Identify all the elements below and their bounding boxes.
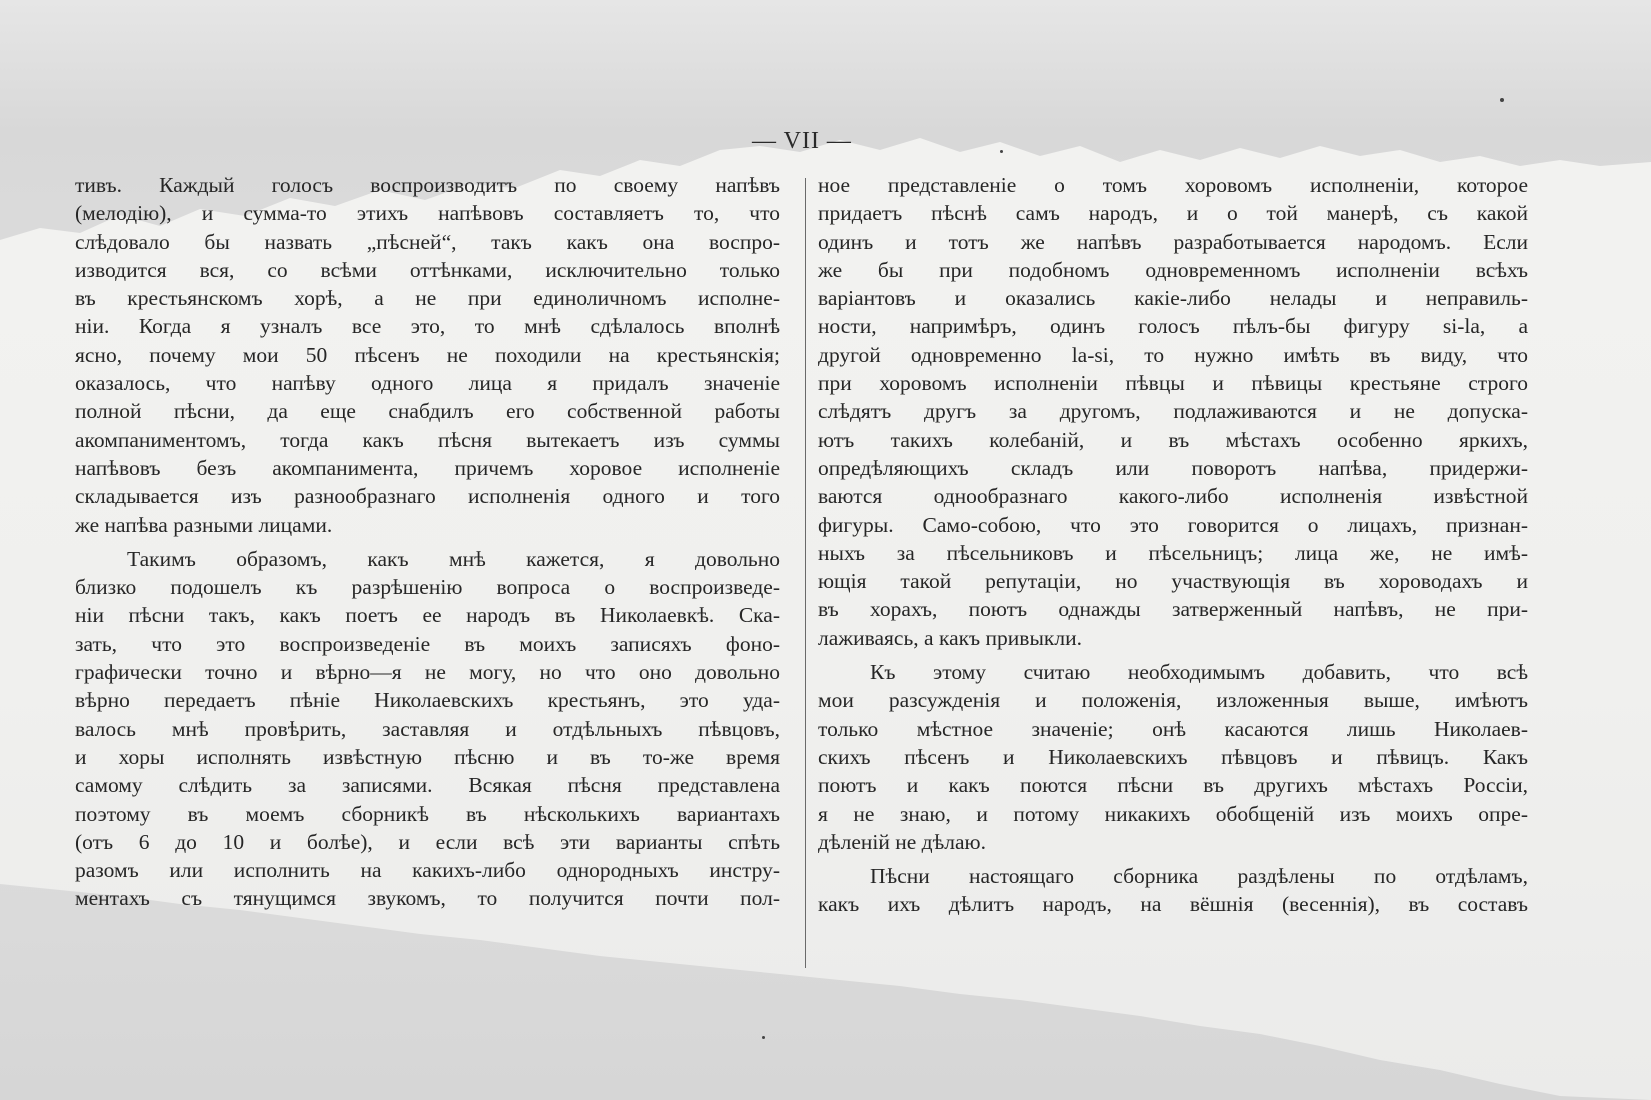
column-divider xyxy=(805,178,806,968)
text-line: оказалось, что напѣву одного лица я придалъ значеніе xyxy=(75,371,780,396)
text-line: лаживаясь, а какъ привыкли. xyxy=(818,625,1082,650)
text-line: другой одновременно la-si, то нужно имѣть въ виду, что xyxy=(818,342,1528,367)
text-line: изводится вся, со всѣми оттѣнками, исключительно только xyxy=(75,257,780,282)
text-line: поютъ и какъ поются пѣсни въ другихъ мѣстахъ Россіи, xyxy=(818,773,1528,798)
text-line: варіантовъ и оказались какіе-либо нелады и неправиль- xyxy=(818,286,1528,311)
text-line: самому слѣдить за записями. Всякая пѣсня представлена xyxy=(75,773,780,798)
text-line: ваются однообразнаго какого-либо исполненія извѣстной xyxy=(818,484,1528,509)
text-line: и хоры исполнять извѣстную пѣсню и въ то-же время xyxy=(75,744,780,769)
text-line: опредѣляющихъ складъ или поворотъ напѣва, придержи- xyxy=(818,455,1528,480)
text-line: напѣвовъ безъ акомпанимента, причемъ хоровое исполненіе xyxy=(75,455,780,480)
text-line: полной пѣсни, да еще снабдилъ его собственной работы xyxy=(75,399,780,424)
text-line: разомъ или исполнить на какихъ-либо однородныхъ инстру- xyxy=(75,858,780,883)
text-line: графически точно и вѣрно—я не могу, но что оно довольно xyxy=(75,660,780,685)
text-line: ніи пѣсни такъ, какъ поетъ ее народъ въ Николаевкѣ. Ска- xyxy=(75,603,780,628)
text-line: мои разсужденія и положенія, изложенныя выше, имѣютъ xyxy=(818,688,1528,713)
text-line: ныхъ за пѣсельниковъ и пѣсельницъ; лица же, не имѣ- xyxy=(818,540,1528,565)
ink-speck xyxy=(1000,150,1003,153)
text-line: ности, напримѣръ, одинъ голосъ пѣлъ-бы фигуру si-la, а xyxy=(818,314,1528,339)
text-line: ніи. Когда я узналъ все это, то мнѣ сдѣлалось вполнѣ xyxy=(75,314,780,339)
text-line: ясно, почему мои 50 пѣсенъ не походили на крестьянскія; xyxy=(75,342,780,367)
text-line: я не знаю, и потому никакихъ обобщеній изъ моихъ опре- xyxy=(818,801,1528,826)
text-line: только мѣстное значеніе; онѣ касаются лишь Николаев- xyxy=(818,716,1528,741)
text-line: Пѣсни настоящаго сборника раздѣлены по отдѣламъ, xyxy=(870,864,1528,889)
text-line: (мелодію), и сумма-то этихъ напѣвовъ составляетъ то, что xyxy=(75,201,780,226)
ink-speck xyxy=(1500,98,1504,102)
text-line: въ хорахъ, поютъ однажды затверженный напѣвъ, не при- xyxy=(818,597,1528,622)
text-line: близко подошелъ къ разрѣшенію вопроса о воспроизведе- xyxy=(75,575,780,600)
text-line: какъ ихъ дѣлитъ народъ, на вёшнія (весеннія), въ составъ xyxy=(818,892,1528,917)
text-line: же напѣва разными лицами. xyxy=(75,512,333,537)
text-line: тивъ. Каждый голосъ воспроизводитъ по своему напѣвъ xyxy=(75,173,780,197)
text-line: скихъ пѣсенъ и Николаевскихъ пѣвцовъ и пѣвицъ. Какъ xyxy=(818,744,1528,769)
text-line: фигуры. Само-собою, что это говорится о лицахъ, признан- xyxy=(818,512,1528,537)
right-column xyxy=(818,171,1528,919)
text-line: поэтому въ моемъ сборникѣ въ нѣсколькихъ вариантахъ xyxy=(75,801,780,826)
text-line: (отъ 6 до 10 и болѣе), и если всѣ эти варианты спѣть xyxy=(75,829,780,854)
text-line: Къ этому считаю необходимымъ добавить, что всѣ xyxy=(870,660,1528,685)
text-line: валось мнѣ провѣрить, заставляя и отдѣльныхъ пѣвцовъ, xyxy=(75,716,780,741)
text-line: зать, что это воспроизведеніе въ моихъ записяхъ фоно- xyxy=(75,631,780,656)
text-line: одинъ и тотъ же напѣвъ разработывается народомъ. Если xyxy=(818,229,1528,254)
left-column xyxy=(75,171,780,913)
text-line: слѣдовало бы назвать „пѣсней“, такъ какъ она воспро- xyxy=(75,229,780,254)
ink-speck xyxy=(762,1036,765,1039)
text-line: ютъ такихъ колебаній, и въ мѣстахъ особенно яркихъ, xyxy=(818,427,1528,452)
text-line: придаетъ пѣснѣ самъ народъ, и о той манерѣ, съ какой xyxy=(818,201,1528,226)
text-line: же бы при подобномъ одновременномъ исполненіи всѣхъ xyxy=(818,257,1528,282)
text-line: при хоровомъ исполненіи пѣвцы и пѣвицы крестьяне строго xyxy=(818,371,1528,396)
text-line: Такимъ образомъ, какъ мнѣ кажется, я довольно xyxy=(127,546,780,571)
text-line: акомпаниментомъ, тогда какъ пѣсня вытекаетъ изъ суммы xyxy=(75,427,780,452)
text-line: дѣленій не дѣлаю. xyxy=(818,829,986,854)
text-line: ное представленіе о томъ хоровомъ исполненіи, которое xyxy=(818,173,1528,197)
text-line: въ крестьянскомъ хорѣ, а не при единоличномъ исполне- xyxy=(75,286,780,311)
text-line: ментахъ съ тянущимся звукомъ, то получится почти пол- xyxy=(75,886,780,911)
page-number: — VII — xyxy=(752,128,852,154)
text-line: вѣрно передаетъ пѣніе Николаевскихъ крестьянъ, это уда- xyxy=(75,688,780,713)
text-line: складывается изъ разнообразнаго исполненія одного и того xyxy=(75,484,780,509)
text-line: слѣдятъ другъ за другомъ, подлаживаются и не допуска- xyxy=(818,399,1528,424)
text-line: ющія такой репутаціи, но участвующія въ хороводахъ и xyxy=(818,569,1528,594)
